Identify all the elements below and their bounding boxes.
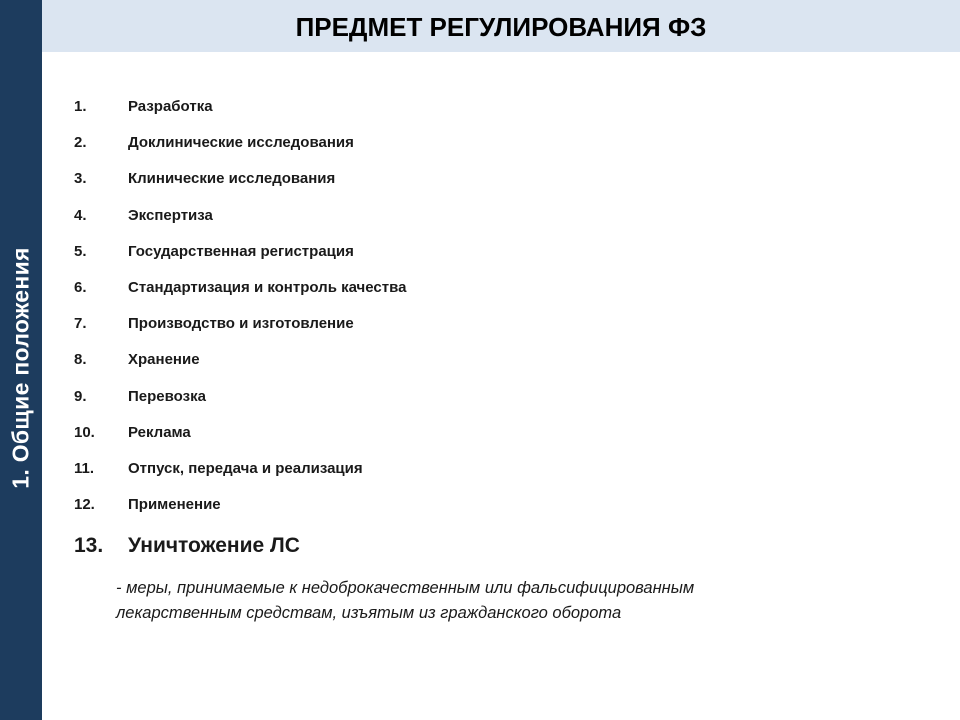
list-item: [74, 422, 934, 458]
list-item: [74, 313, 934, 349]
list-item-text: Отпуск, передача и реализация: [128, 459, 363, 477]
list-item-text: Перевозка: [128, 387, 206, 405]
list-item-number: 10.: [74, 423, 95, 441]
list-item-number: 3.: [74, 170, 87, 188]
list-item-text: Государственная регистрация: [128, 242, 354, 260]
list-item-number: 11.: [74, 459, 95, 477]
section-sidebar: [0, 0, 42, 720]
list-item: [74, 96, 934, 132]
list-item-text: Экспертиза: [128, 206, 213, 224]
list-item-text: Производство и изготовление: [128, 315, 354, 333]
list-item-text: Хранение: [128, 351, 200, 369]
list-item-text: Применение: [128, 496, 221, 514]
slide-title: ПРЕДМЕТ РЕГУЛИРОВАНИЯ ФЗ: [295, 12, 707, 42]
slide-header: [42, 0, 960, 52]
note-line-1: - меры, принимаемые к недоброкачественным или фальсифицированным: [116, 579, 695, 597]
list-item-number: 6.: [74, 278, 87, 296]
list-item-text: Стандартизация и контроль качества: [128, 278, 407, 296]
list-item: [74, 349, 934, 385]
highlighted-item-number: 13.: [74, 534, 104, 557]
destruction-note: [116, 576, 876, 626]
list-item: [74, 386, 934, 422]
regulation-list: [74, 96, 934, 530]
section-label: 1. Общие положения: [7, 247, 34, 489]
list-item: [74, 494, 934, 530]
list-item-number: 12.: [74, 496, 95, 514]
list-item: [74, 458, 934, 494]
list-item-number: 2.: [74, 134, 87, 152]
list-item: [74, 205, 934, 241]
list-item: [74, 241, 934, 277]
list-item: [74, 277, 934, 313]
list-item-number: 7.: [74, 315, 87, 333]
list-item-text: Реклама: [128, 423, 191, 441]
list-item-text: Клинические исследования: [128, 170, 336, 188]
list-item-number: 9.: [74, 387, 87, 405]
list-item: [74, 132, 934, 168]
list-item-text: Доклинические исследования: [128, 134, 354, 152]
list-item-number: 1.: [74, 98, 87, 115]
list-item-number: 8.: [74, 351, 87, 369]
list-item-text: Разработка: [128, 98, 213, 115]
highlighted-item-text: Уничтожение ЛС: [128, 534, 300, 557]
list-item-number: 4.: [74, 206, 87, 224]
list-item-number: 5.: [74, 242, 87, 260]
note-line-2: лекарственным средствам, изъятым из гражданского оборота: [116, 604, 622, 622]
list-item: [74, 168, 934, 204]
